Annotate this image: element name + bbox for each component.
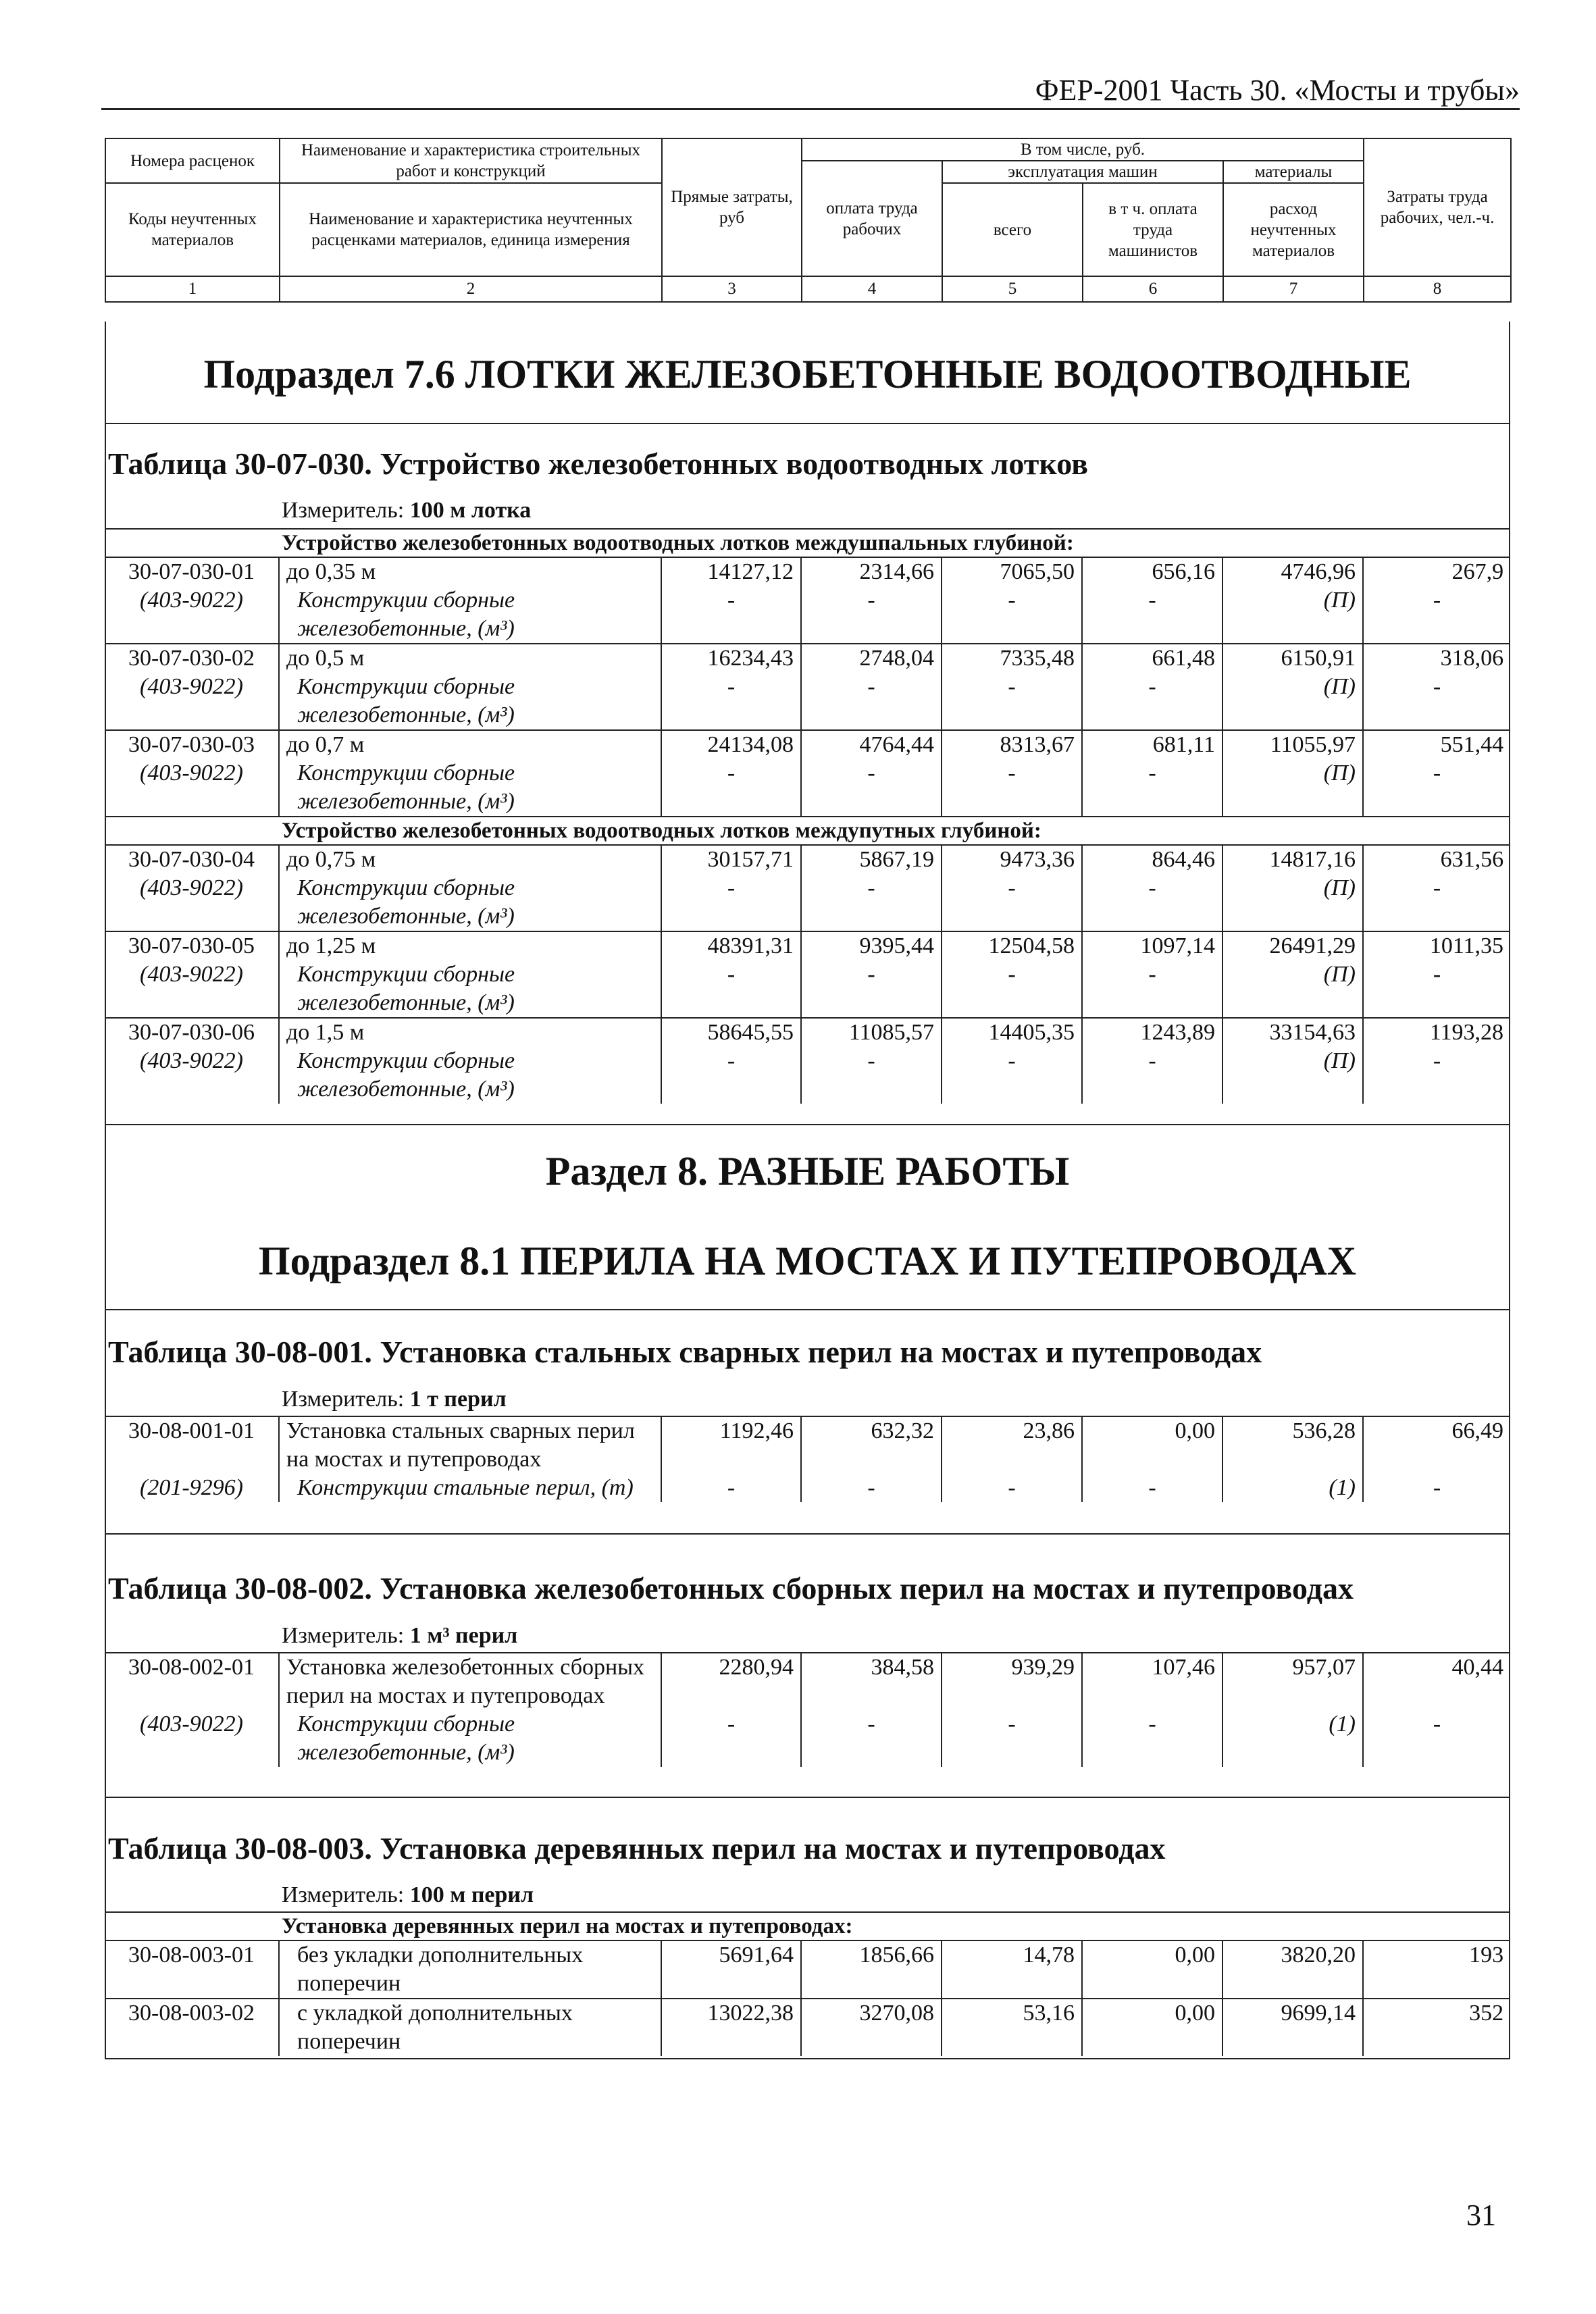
dash: - xyxy=(942,874,1082,931)
dash: - xyxy=(1433,875,1441,900)
operators-pay: 656,16 xyxy=(1082,557,1222,586)
materials-cost: 536,28 xyxy=(1222,1416,1363,1474)
subsection-title: Подраздел 8.1 ПЕРИЛА НА МОСТАХ И ПУТЕПРОВОДАХ xyxy=(258,1239,1357,1283)
dash: - xyxy=(1082,1047,1222,1104)
rate-name: до 0,7 м xyxy=(279,730,661,759)
labor-hours: 551,44 xyxy=(1363,730,1510,759)
material-row xyxy=(105,1047,1510,1104)
dash: - xyxy=(661,586,801,644)
rate-code: 30-07-030-05 xyxy=(105,931,279,960)
machines-total: 53,16 xyxy=(942,1999,1082,2056)
separator xyxy=(105,423,1510,424)
material-name: Конструкции стальные перил, (т) xyxy=(279,1474,661,1502)
rate-code: 30-07-030-02 xyxy=(105,644,279,673)
workers-pay: 2314,66 xyxy=(801,557,942,586)
material-code: (403-9022) xyxy=(105,1047,279,1104)
labor-hours: 193 xyxy=(1363,1940,1510,1999)
dash: - xyxy=(1433,761,1441,786)
machines-total: 23,86 xyxy=(942,1416,1082,1474)
labor-hours: 352 xyxy=(1363,1999,1510,2056)
material-mark: (П) xyxy=(1222,1047,1363,1104)
dash: - xyxy=(1433,1712,1441,1737)
rate-name: без укладки дополнительных поперечин xyxy=(279,1940,661,1999)
table-row xyxy=(105,1940,1510,1999)
machines-total: 14405,35 xyxy=(942,1018,1082,1047)
table-row xyxy=(105,644,1510,673)
dash: - xyxy=(661,960,801,1018)
table-title: Таблица 30-08-002. Установка железобетонных сборных перил на мостах и путепроводах xyxy=(108,1571,1354,1605)
labor-hours: 631,56 xyxy=(1363,845,1510,874)
rate-name: с укладкой дополнительных поперечин xyxy=(279,1999,661,2056)
dash: - xyxy=(801,586,942,644)
direct-costs: 13022,38 xyxy=(661,1999,801,2056)
hdr-material-name: Наименование и характеристика неучтенных расценками материалов, единица измерения xyxy=(280,183,662,276)
material-name: Конструкции сборные железобетонные, (м³) xyxy=(279,673,661,730)
dash: - xyxy=(661,673,801,730)
table-title: Таблица 30-07-030. Устройство железобетонных водоотводных лотков xyxy=(108,446,1088,481)
operators-pay: 0,00 xyxy=(1082,1940,1222,1999)
direct-costs: 14127,12 xyxy=(661,557,801,586)
material-mark: (П) xyxy=(1222,960,1363,1018)
hdr-num: 1 xyxy=(105,276,280,302)
rate-name: до 1,5 м xyxy=(279,1018,661,1047)
operators-pay: 1097,14 xyxy=(1082,931,1222,960)
rate-code: 30-07-030-03 xyxy=(105,730,279,759)
material-row xyxy=(105,586,1510,644)
dash: - xyxy=(661,1710,801,1767)
subsection-title: Подраздел 7.6 ЛОТКИ ЖЕЛЕЗОБЕТОННЫЕ ВОДООТВОДНЫЕ xyxy=(203,352,1412,396)
materials-cost: 26491,29 xyxy=(1222,931,1363,960)
table-row xyxy=(105,730,1510,759)
rate-name: Установка стальных сварных перил на мостах и путепроводах xyxy=(279,1416,661,1474)
rate-code: 30-08-003-02 xyxy=(105,1999,279,2056)
operators-pay: 661,48 xyxy=(1082,644,1222,673)
workers-pay: 1856,66 xyxy=(801,1940,942,1999)
dash: - xyxy=(1082,960,1222,1018)
dash: - xyxy=(1082,673,1222,730)
dash: - xyxy=(1433,588,1441,613)
machines-total: 8313,67 xyxy=(942,730,1082,759)
dash: - xyxy=(942,960,1082,1018)
hdr-num: 2 xyxy=(280,276,662,302)
workers-pay: 11085,57 xyxy=(801,1018,942,1047)
workers-pay: 2748,04 xyxy=(801,644,942,673)
machines-total: 7065,50 xyxy=(942,557,1082,586)
operators-pay: 0,00 xyxy=(1082,1416,1222,1474)
material-code: (403-9022) xyxy=(105,960,279,1018)
workers-pay: 384,58 xyxy=(801,1653,942,1710)
material-row xyxy=(105,759,1510,817)
materials-cost: 11055,97 xyxy=(1222,730,1363,759)
table-row xyxy=(105,845,1510,874)
rates-table-30-08-002 xyxy=(105,1652,1510,1767)
dash: - xyxy=(661,1047,801,1104)
rate-code: 30-07-030-01 xyxy=(105,557,279,586)
rates-table-30-08-001 xyxy=(105,1416,1510,1502)
separator xyxy=(105,1533,1510,1535)
hdr-direct-costs: Прямые затраты, руб xyxy=(662,138,802,276)
hdr-num: 3 xyxy=(662,276,802,302)
rate-name: до 0,5 м xyxy=(279,644,661,673)
rate-code: 30-07-030-06 xyxy=(105,1018,279,1047)
material-row xyxy=(105,960,1510,1018)
workers-pay: 5867,19 xyxy=(801,845,942,874)
dash: - xyxy=(1082,586,1222,644)
material-name: Конструкции сборные железобетонные, (м³) xyxy=(279,960,661,1018)
labor-hours: 318,06 xyxy=(1363,644,1510,673)
hdr-material-codes: Коды неучтенных материалов xyxy=(105,183,280,276)
materials-cost: 957,07 xyxy=(1222,1653,1363,1710)
rate-code: 30-07-030-04 xyxy=(105,845,279,874)
material-mark: (П) xyxy=(1222,874,1363,931)
dash: - xyxy=(942,759,1082,817)
labor-hours: 1193,28 xyxy=(1363,1018,1510,1047)
hdr-num: 6 xyxy=(1083,276,1223,302)
dash: - xyxy=(1082,1474,1222,1502)
workers-pay: 632,32 xyxy=(801,1416,942,1474)
table-title: Таблица 30-08-003. Установка деревянных перил на мостах и путепроводах xyxy=(108,1831,1166,1866)
materials-cost: 9699,14 xyxy=(1222,1999,1363,2056)
material-name: Конструкции сборные железобетонные, (м³) xyxy=(279,586,661,644)
direct-costs: 24134,08 xyxy=(661,730,801,759)
dash: - xyxy=(1433,962,1441,987)
group-caption: Устройство железобетонных водоотводных лотков междушпальных глубиной: xyxy=(105,529,1510,557)
direct-costs: 5691,64 xyxy=(661,1940,801,1999)
dash: - xyxy=(942,1474,1082,1502)
table-meter: Измеритель: 100 м лотка xyxy=(282,498,532,523)
material-code: (403-9022) xyxy=(105,586,279,644)
operators-pay: 681,11 xyxy=(1082,730,1222,759)
hdr-including: В том числе, руб. xyxy=(802,138,1364,161)
material-name: Конструкции сборные железобетонные, (м³) xyxy=(279,759,661,817)
machines-total: 12504,58 xyxy=(942,931,1082,960)
direct-costs: 1192,46 xyxy=(661,1416,801,1474)
rate-name: до 0,75 м xyxy=(279,845,661,874)
hdr-machines: эксплуатация машин xyxy=(942,161,1223,183)
machines-total: 939,29 xyxy=(942,1653,1082,1710)
machines-total: 14,78 xyxy=(942,1940,1082,1999)
dash: - xyxy=(1082,1710,1222,1767)
table-meter: Измеритель: 100 м перил xyxy=(282,1882,534,1907)
materials-cost: 4746,96 xyxy=(1222,557,1363,586)
hdr-num: 7 xyxy=(1223,276,1364,302)
dash: - xyxy=(1433,1048,1441,1073)
direct-costs: 58645,55 xyxy=(661,1018,801,1047)
rates-table-30-08-003 xyxy=(105,1911,1510,2056)
direct-costs: 48391,31 xyxy=(661,931,801,960)
column-header-table xyxy=(105,138,1512,303)
separator xyxy=(105,1309,1510,1310)
workers-pay: 3270,08 xyxy=(801,1999,942,2056)
labor-hours: 40,44 xyxy=(1363,1653,1510,1710)
materials-cost: 14817,16 xyxy=(1222,845,1363,874)
table-meter: Измеритель: 1 м³ перил xyxy=(282,1623,518,1648)
group-caption: Устройство железобетонных водоотводных лотков междупутных глубиной: xyxy=(105,817,1510,845)
rate-code: 30-08-003-01 xyxy=(105,1940,279,1999)
dash: - xyxy=(942,673,1082,730)
dash: - xyxy=(801,759,942,817)
dash: - xyxy=(801,673,942,730)
table-meter: Измеритель: 1 т перил xyxy=(282,1387,507,1412)
dash: - xyxy=(661,1474,801,1502)
rate-code: 30-08-002-01 xyxy=(105,1653,279,1710)
dash: - xyxy=(1433,1475,1441,1500)
material-mark: (1) xyxy=(1222,1710,1363,1767)
hdr-material-consumption: расход неучтенных материалов xyxy=(1223,183,1364,276)
hdr-machines-total: всего xyxy=(942,183,1083,276)
dash: - xyxy=(801,874,942,931)
table-row xyxy=(105,1018,1510,1047)
material-code: (403-9022) xyxy=(105,673,279,730)
hdr-rate-numbers: Номера расценок xyxy=(105,138,280,183)
material-name: Конструкции сборные железобетонные, (м³) xyxy=(279,874,661,931)
dash: - xyxy=(801,1047,942,1104)
material-code: (403-9022) xyxy=(105,1710,279,1767)
dash: - xyxy=(942,1710,1082,1767)
operators-pay: 864,46 xyxy=(1082,845,1222,874)
page-number: 31 xyxy=(1466,2199,1496,2232)
rate-name: до 1,25 м xyxy=(279,931,661,960)
machines-total: 7335,48 xyxy=(942,644,1082,673)
rate-code: 30-08-001-01 xyxy=(105,1416,279,1474)
material-name: Конструкции сборные железобетонные, (м³) xyxy=(279,1710,661,1767)
labor-hours: 1011,35 xyxy=(1363,931,1510,960)
hdr-num: 4 xyxy=(802,276,942,302)
hdr-materials: материалы xyxy=(1223,161,1364,183)
operators-pay: 0,00 xyxy=(1082,1999,1222,2056)
material-mark: (1) xyxy=(1222,1474,1363,1502)
materials-cost: 33154,63 xyxy=(1222,1018,1363,1047)
separator xyxy=(105,1124,1510,1125)
rates-table-30-07-030 xyxy=(105,528,1510,1104)
table-title: Таблица 30-08-001. Установка стальных сварных перил на мостах и путепроводах xyxy=(108,1335,1262,1369)
direct-costs: 2280,94 xyxy=(661,1653,801,1710)
material-code: (201-9296) xyxy=(105,1474,279,1502)
table-row xyxy=(105,931,1510,960)
dash: - xyxy=(801,1474,942,1502)
material-row xyxy=(105,673,1510,730)
material-row xyxy=(105,874,1510,931)
machines-total: 9473,36 xyxy=(942,845,1082,874)
direct-costs: 30157,71 xyxy=(661,845,801,874)
workers-pay: 9395,44 xyxy=(801,931,942,960)
rate-name: до 0,35 м xyxy=(279,557,661,586)
hdr-work-name: Наименование и характеристика строительных работ и конструкций xyxy=(280,138,662,183)
dash: - xyxy=(942,1047,1082,1104)
dash: - xyxy=(1082,759,1222,817)
dash: - xyxy=(942,586,1082,644)
material-mark: (П) xyxy=(1222,759,1363,817)
section-title: Раздел 8. РАЗНЫЕ РАБОТЫ xyxy=(545,1149,1070,1193)
rate-name: Установка железобетонных сборных перил на мостах и путепроводах xyxy=(279,1653,661,1710)
workers-pay: 4764,44 xyxy=(801,730,942,759)
hdr-labor-costs: Затраты труда рабочих, чел.-ч. xyxy=(1364,138,1511,276)
material-name: Конструкции сборные железобетонные, (м³) xyxy=(279,1047,661,1104)
dash: - xyxy=(1433,674,1441,699)
material-mark: (П) xyxy=(1222,586,1363,644)
dash: - xyxy=(801,1710,942,1767)
operators-pay: 1243,89 xyxy=(1082,1018,1222,1047)
header-rule xyxy=(101,108,1520,110)
hdr-num: 5 xyxy=(942,276,1083,302)
hdr-operators-pay: в т ч. оплата труда машинистов xyxy=(1083,183,1223,276)
direct-costs: 16234,43 xyxy=(661,644,801,673)
running-head: ФЕР-2001 Часть 30. «Мосты и трубы» xyxy=(1035,74,1520,107)
materials-cost: 6150,91 xyxy=(1222,644,1363,673)
table-row xyxy=(105,1999,1510,2056)
dash: - xyxy=(661,874,801,931)
labor-hours: 267,9 xyxy=(1363,557,1510,586)
operators-pay: 107,46 xyxy=(1082,1653,1222,1710)
separator xyxy=(105,1797,1510,1798)
labor-hours: 66,49 xyxy=(1363,1416,1510,1474)
dash: - xyxy=(801,960,942,1018)
material-code: (403-9022) xyxy=(105,759,279,817)
hdr-num: 8 xyxy=(1364,276,1511,302)
table-row xyxy=(105,557,1510,586)
material-mark: (П) xyxy=(1222,673,1363,730)
material-code: (403-9022) xyxy=(105,874,279,931)
materials-cost: 3820,20 xyxy=(1222,1940,1363,1999)
dash: - xyxy=(661,759,801,817)
hdr-workers-pay: оплата труда рабочих xyxy=(802,161,942,276)
dash: - xyxy=(1082,874,1222,931)
group-caption: Установка деревянных перил на мостах и путепроводах: xyxy=(105,1912,1510,1940)
